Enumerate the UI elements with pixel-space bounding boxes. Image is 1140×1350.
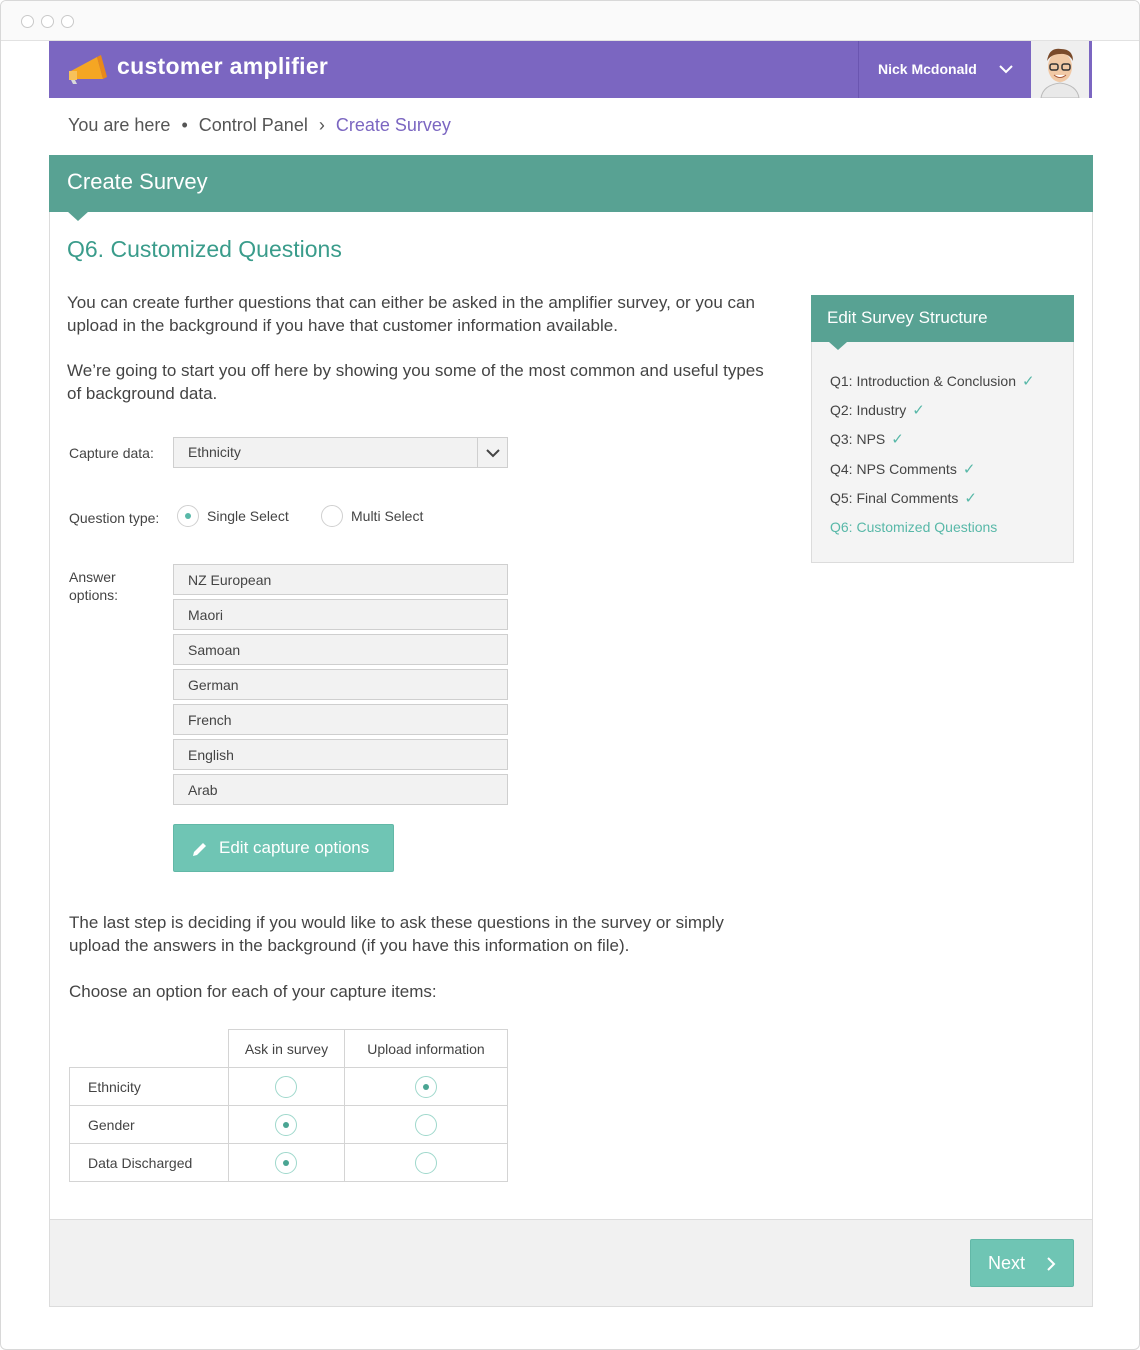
table-row (70, 1144, 508, 1182)
app-header (49, 41, 1092, 98)
answer-option-field[interactable] (173, 564, 508, 595)
table-row (70, 1068, 508, 1106)
table-corner-cell (70, 1030, 229, 1068)
checkmark-icon: ✓ (964, 490, 977, 507)
question-heading: Q6. Customized Questions (67, 236, 342, 262)
sidebar-item-label: Q1: Introduction & Conclusion (830, 373, 1016, 389)
window-maximize-dot[interactable] (61, 15, 74, 28)
panel-footer (50, 1219, 1092, 1306)
single-select-label[interactable]: Single Select (207, 508, 289, 524)
last-step-paragraph: The last step is deciding if you would like to ask these questions in the survey or simply upload the answers in the background (if you have this information on file). (69, 913, 724, 955)
answer-options-label-line2: options: (69, 587, 119, 603)
ask-in-survey-radio[interactable] (275, 1076, 297, 1098)
capture-data-value: Ethnicity (188, 444, 241, 460)
answer-option-field[interactable] (173, 599, 508, 630)
answer-option-text: Maori (188, 607, 224, 623)
survey-structure-sidebar (811, 295, 1074, 563)
upload-information-radio[interactable] (415, 1114, 437, 1136)
sidebar-item-q5[interactable] (830, 489, 977, 507)
table-cell (229, 1106, 345, 1144)
breadcrumb-bullet: • (181, 115, 188, 135)
sidebar-item-label: Q4: NPS Comments (830, 461, 957, 477)
breadcrumb-create-survey[interactable]: Create Survey (335, 115, 451, 135)
answer-option-field[interactable] (173, 704, 508, 735)
answer-option-text: English (188, 747, 234, 763)
window-titlebar (1, 1, 1139, 41)
answer-option-text: Arab (188, 782, 218, 798)
intro-paragraph-1: You can create further questions that can either be asked in the amplifier survey, or you can upload in the background if you have that customer information available. (67, 293, 755, 335)
page-title: Create Survey (67, 169, 208, 194)
upload-information-radio[interactable] (415, 1076, 437, 1098)
pencil-icon (191, 840, 208, 857)
sidebar-item-label: Q3: NPS (830, 431, 886, 447)
window-close-dot[interactable] (21, 15, 34, 28)
answer-option-field[interactable] (173, 634, 508, 665)
question-type-label: Question type: (69, 510, 160, 526)
ask-in-survey-radio[interactable] (275, 1152, 297, 1174)
answer-option-text: French (188, 712, 232, 728)
capture-data-label: Capture data: (69, 445, 154, 461)
select-toggle-button[interactable] (477, 438, 507, 467)
breadcrumb (68, 115, 457, 136)
sidebar-item-label: Q2: Industry (830, 402, 907, 418)
sidebar-header (811, 295, 1074, 342)
sidebar-item-q4[interactable] (830, 460, 975, 478)
window-minimize-dot[interactable] (41, 15, 54, 28)
table-cell (229, 1068, 345, 1106)
user-avatar-icon (1031, 41, 1089, 98)
sidebar-title: Edit Survey Structure (827, 308, 988, 327)
checkmark-icon: ✓ (1022, 373, 1035, 390)
answer-options-label-line1: Answer (69, 569, 116, 585)
breadcrumb-prefix: You are here (68, 115, 171, 135)
column-ask-in-survey: Ask in survey (229, 1030, 345, 1068)
column-upload-information: Upload information (344, 1030, 507, 1068)
answer-option-field[interactable] (173, 739, 508, 770)
sidebar-item-label: Q5: Final Comments (830, 490, 959, 506)
table-header-row (70, 1030, 508, 1068)
sidebar-item-q3[interactable] (830, 430, 904, 448)
sidebar-header-notch (829, 342, 847, 350)
checkmark-icon: ✓ (962, 461, 976, 478)
breadcrumb-separator: › (318, 115, 325, 135)
table-cell (344, 1144, 507, 1182)
answer-option-text: German (188, 677, 239, 693)
row-label: Gender (70, 1106, 229, 1144)
chevron-right-icon (1045, 1256, 1057, 1272)
choose-option-paragraph: Choose an option for each of your capture items: (69, 982, 437, 1001)
answer-option-field[interactable] (173, 669, 508, 700)
table-row (70, 1106, 508, 1144)
answer-option-text: NZ European (188, 572, 272, 588)
answer-option-text: Samoan (188, 642, 241, 658)
single-select-radio[interactable] (177, 505, 199, 527)
avatar[interactable] (1031, 41, 1089, 98)
multi-select-label[interactable]: Multi Select (351, 508, 424, 524)
sidebar-item-q1[interactable] (830, 372, 1035, 390)
capture-data-select[interactable] (173, 437, 508, 468)
ask-in-survey-radio[interactable] (275, 1114, 297, 1136)
row-label: Ethnicity (70, 1068, 229, 1106)
answer-option-field[interactable] (173, 774, 508, 805)
chevron-down-icon[interactable] (997, 60, 1015, 78)
user-name[interactable]: Nick Mcdonald (878, 61, 977, 77)
checkmark-icon: ✓ (891, 431, 904, 448)
answer-options-label (69, 568, 118, 604)
upload-information-radio[interactable] (415, 1152, 437, 1174)
megaphone-logo-icon (67, 53, 109, 85)
table-cell (344, 1106, 507, 1144)
intro-paragraph-2: We’re going to start you off here by showing you some of the most common and useful types of background data. (67, 361, 764, 403)
edit-capture-options-button[interactable] (173, 824, 394, 872)
table-cell (344, 1068, 507, 1106)
user-menu[interactable] (858, 41, 1031, 98)
table-cell (229, 1144, 345, 1182)
panel-header (49, 155, 1093, 212)
multi-select-radio[interactable] (321, 505, 343, 527)
checkmark-icon: ✓ (912, 402, 925, 419)
sidebar-item-label: Q6: Customized Questions (830, 519, 998, 535)
chevron-down-icon (478, 438, 508, 467)
capture-items-table (69, 1029, 508, 1182)
row-label: Data Discharged (70, 1144, 229, 1182)
sidebar-item-q2[interactable] (830, 401, 925, 419)
panel-header-notch (67, 211, 89, 221)
breadcrumb-control-panel[interactable]: Control Panel (198, 115, 308, 135)
brand-name[interactable]: customer amplifier (117, 53, 329, 79)
sidebar-item-q6[interactable] (830, 519, 997, 535)
edit-capture-options-label: Edit capture options (219, 838, 370, 857)
next-button-label: Next (988, 1253, 1026, 1273)
next-button[interactable] (970, 1239, 1074, 1287)
